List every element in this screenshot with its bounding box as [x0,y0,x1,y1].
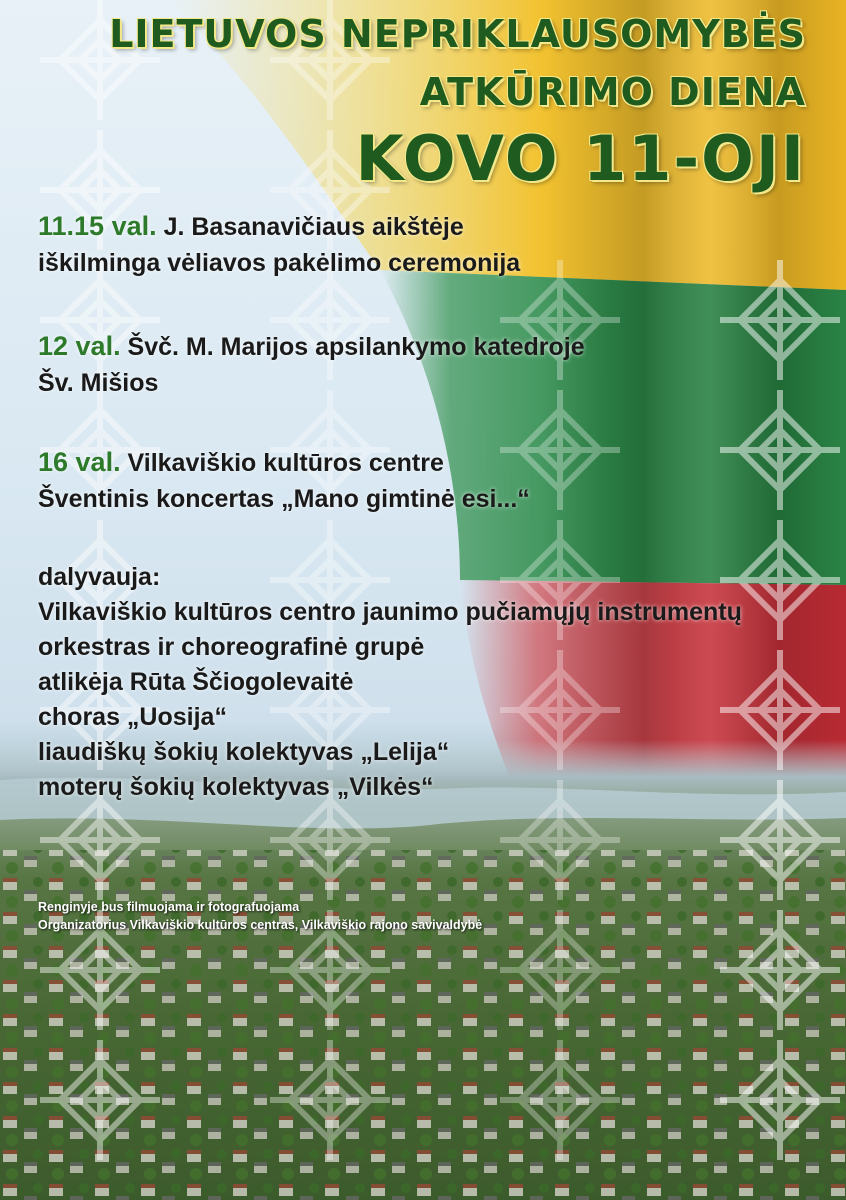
event-flag-ceremony [38,208,520,281]
title-date: KOVO 11-OJI [355,122,806,195]
event-concert [38,444,530,517]
event-holy-mass [38,328,585,401]
event-description: iškilminga vėliavos pakėlimo ceremonija [38,249,521,277]
event-description: Šv. Mišios [38,369,159,397]
participants-heading: dalyvauja: [38,563,161,591]
participants-list [38,560,742,805]
filming-notice: Renginyje bus filmuojama ir fotografuojama [38,900,300,914]
footer-notes [38,898,482,934]
title-line-1: LIETUVOS NEPRIKLAUSOMYBĖS [109,12,806,56]
event-description: Šventinis koncertas „Mano gimtinė esi...“ [38,485,530,513]
participant-item: atlikėja Rūta Ščiogolevaitė [38,668,354,696]
title-line-2: ATKŪRIMO DIENA [419,70,806,114]
participant-item: moterų šokių kolektyvas „Vilkės“ [38,773,434,801]
event-time: 12 val. [38,331,121,361]
event-place: J. Basanavičiaus aikštėje [163,213,464,241]
participant-item: orkestras ir choreografinė grupė [38,633,425,661]
participant-item: Vilkaviškio kultūros centro jaunimo pučiamųjų instrumentų [38,598,742,626]
organizer-notice: Organizatorius Vilkaviškio kultūros centras, Vilkaviškio rajono savivaldybė [38,918,483,932]
participant-item: choras „Uosija“ [38,703,227,731]
participant-item: liaudiškų šokių kolektyvas „Lelija“ [38,738,450,766]
event-time: 11.15 val. [38,211,157,241]
event-place: Vilkaviškio kultūros centre [127,449,444,477]
event-place: Švč. M. Marijos apsilankymo katedroje [127,333,585,361]
event-time: 16 val. [38,447,121,477]
